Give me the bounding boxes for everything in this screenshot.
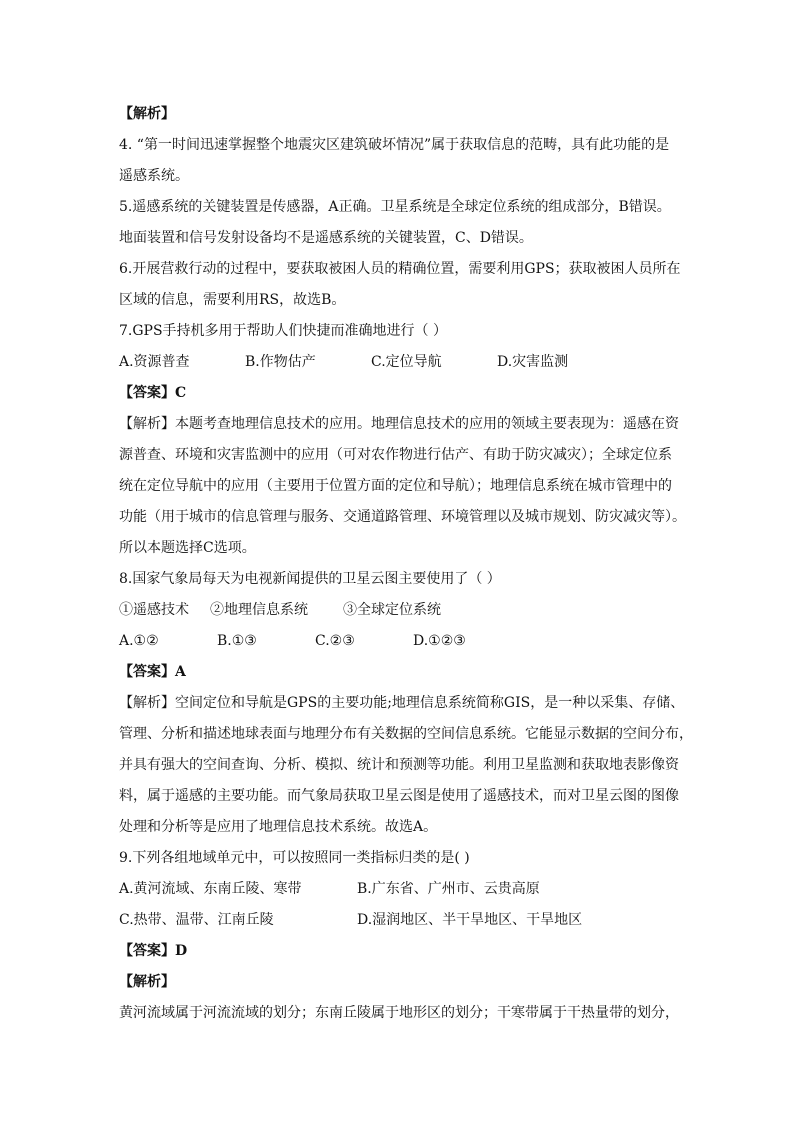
paragraph-line: 【解析】空间定位和导航是GPS的主要功能;地理信息系统简称GIS，是一种以采集、存储、	[119, 695, 685, 711]
paragraph-line: 6.开展营救行动的过程中，要获取被困人员的精确位置，需要利用GPS；获取被困人员所在	[119, 261, 681, 277]
paragraph-line: 黄河流域属于河流流域的划分；东南丘陵属于地形区的划分；干寒带属于干热量带的划分，	[119, 1005, 679, 1021]
q7-option-c: C.定位导航	[371, 354, 442, 370]
q8-option-b: B.①③	[217, 633, 257, 649]
answer-8: 【答案】A	[119, 664, 186, 680]
question-7: 7.GPS手持机多用于帮助人们快捷而准确地进行（ ）	[119, 323, 448, 339]
paragraph-line: 统在定位导航中的应用（主要用于位置方面的定位和导航）；地理信息系统在城市管理中的	[119, 478, 672, 494]
q7-option-b: B.作物估产	[245, 354, 316, 370]
q8-option-d: D.①②③	[413, 633, 466, 649]
paragraph-line: 地面装置和信号发射设备均不是遥感系统的关键装置，C、D错误。	[119, 230, 533, 246]
answer-7: 【答案】C	[119, 385, 187, 401]
paragraph-line: 4. “第一时间迅速掌握整个地震灾区建筑破坏情况”属于获取信息的范畴，具有此功能的是	[119, 137, 670, 153]
q9-option-d: D.湿润地区、半干旱地区、干旱地区	[357, 912, 583, 928]
q9-option-b: B.广东省、广州市、云贵高原	[357, 881, 540, 897]
q7-option-a: A.资源普查	[119, 354, 190, 370]
q7-option-d: D.灾害监测	[497, 354, 569, 370]
paragraph-line: 【解析】本题考查地理信息技术的应用。地理信息技术的应用的领域主要表现为：遥感在资	[119, 416, 679, 432]
q9-option-a: A.黄河流域、东南丘陵、寒带	[119, 881, 302, 897]
answer-9: 【答案】D	[119, 943, 188, 959]
paragraph-line: 区域的信息，需要利用RS，故选B。	[119, 292, 346, 308]
analysis-heading: 【解析】	[119, 106, 175, 122]
q9-option-c: C.热带、温带、江南丘陵	[119, 912, 274, 928]
paragraph-line: 并具有强大的空间查询、分析、模拟、统计和预测等功能。利用卫星监测和获取地表影像资	[119, 757, 679, 773]
paragraph-line: 料，属于遥感的主要功能。而气象局获取卫星云图是使用了遥感技术，而对卫星云图的图像	[119, 788, 679, 804]
paragraph-line: 遥感系统。	[119, 168, 189, 184]
paragraph-line: 5.遥感系统的关键装置是传感器，A正确。卫星系统是全球定位系统的组成部分，B错误。	[119, 199, 671, 215]
question-8: 8.国家气象局每天为电视新闻提供的卫星云图主要使用了（ ）	[119, 571, 501, 587]
q8-item-1: ①遥感技术	[119, 602, 189, 618]
question-9: 9.下列各组地域单元中，可以按照同一类指标归类的是( )	[119, 850, 470, 866]
q8-item-3: ③全球定位系统	[343, 602, 441, 618]
paragraph-line: 管理、分析和描述地球表面与地理分布有关数据的空间信息系统。它能显示数据的空间分布，	[119, 726, 693, 742]
paragraph-line: 源普查、环境和灾害监测中的应用（可对农作物进行估产、有助于防灾减灾）；全球定位系	[119, 447, 672, 463]
paragraph-line: 功能（用于城市的信息管理与服务、交通道路管理、环境管理以及城市规划、防灾减灾等）。	[119, 509, 686, 525]
q8-option-a: A.①②	[119, 633, 159, 649]
q8-option-c: C.②③	[315, 633, 355, 649]
paragraph-line: 处理和分析等是应用了地理信息技术系统。故选A。	[119, 819, 438, 835]
paragraph-line: 所以本题选择C选项。	[119, 540, 256, 556]
q8-item-2: ②地理信息系统	[210, 602, 308, 618]
analysis-heading: 【解析】	[119, 974, 175, 990]
